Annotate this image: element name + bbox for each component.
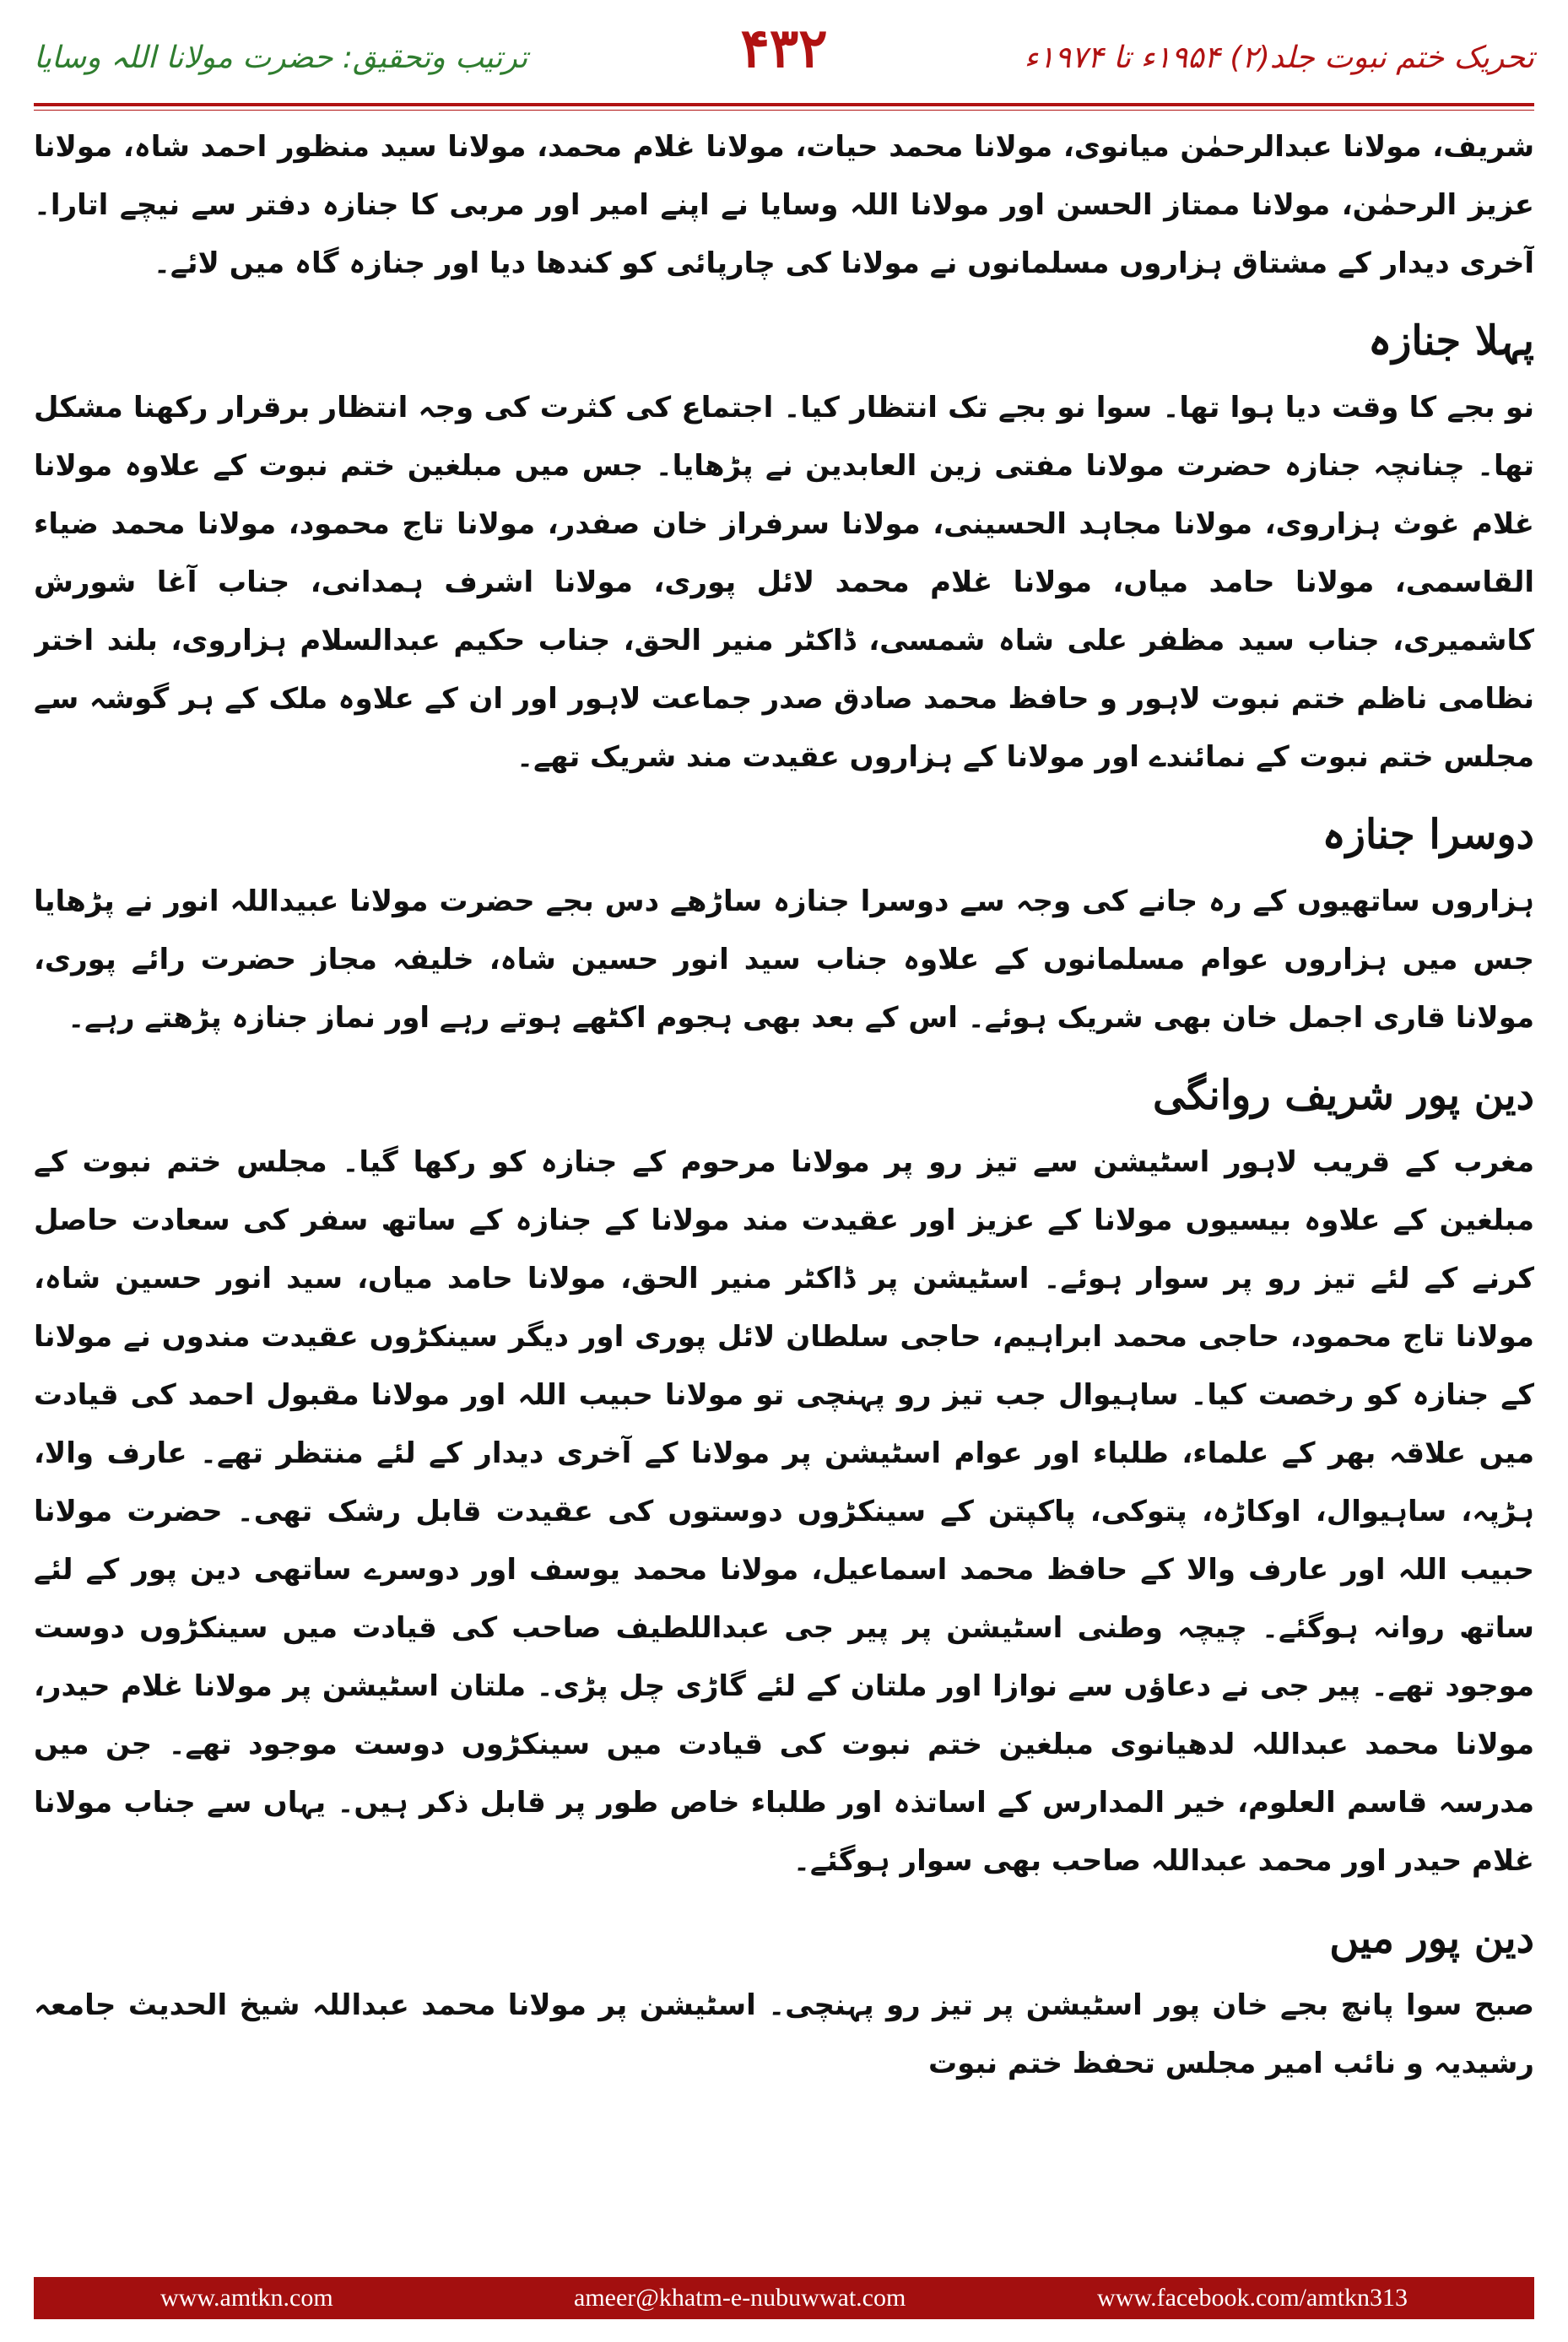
intro-paragraph: شریف، مولانا عبدالرحمٰن میانوی، مولانا محمد حیات، مولانا غلام محمد، مولانا سید منظور احمد شاہ، مولانا عزیز الرحمٰن، مولانا ممتاز الحسن اور مولانا اللہ وسایا نے اپنے امیر اور مربی کا جنازہ دفتر سے نیچے اتارا۔ آخری دیدار کے مشتاق ہزاروں مسلمانوں نے مولانا کی چارپائی کو کندھا دیا اور جنازہ گاہ میں لائے۔ (34, 130, 1534, 280)
header-book-title: تحریک ختم نبوت جلد(۲) ۱۹۵۴ء تا ۱۹۷۴ء (1024, 41, 1534, 75)
header-divider-thin (34, 110, 1534, 111)
header-compiler: ترتیب وتحقیق: حضرت مولانا اللہ وسایا (34, 41, 528, 75)
footer-website-link[interactable]: www.amtkn.com (160, 2284, 333, 2312)
section-paragraph-deenpur: صبح سوا پانچ بجے خان پور اسٹیشن پر تیز رو پہنچی۔ اسٹیشن پر مولانا محمد عبداللہ شیخ الحدیث جامعہ رشیدیہ و نائب امیر مجلس تحفظ ختم نبوت (34, 1988, 1534, 2080)
section-heading-departure: دین پور شریف روانگی (1152, 1072, 1534, 1119)
footer-facebook-link[interactable]: www.facebook.com/amtkn313 (1097, 2284, 1408, 2312)
page-body (34, 118, 1534, 2237)
footer-email-link[interactable]: ameer@khatm-e-nubuwwat.com (574, 2284, 906, 2312)
section-heading-second-funeral: دوسرا جنازہ (1322, 811, 1534, 858)
header-divider (34, 103, 1534, 106)
section-paragraph-first-funeral: نو بجے کا وقت دیا ہوا تھا۔ سوا نو بجے تک انتظار کیا۔ اجتماع کی کثرت کی وجہ انتظار برقرار رکھنا مشکل تھا۔ چنانچہ جنازہ حضرت مولانا مفتی زین العابدین نے پڑھایا۔ جس میں مبلغین ختم نبوت کے علاوہ مولانا غلام غوث ہزاروی، مولانا مجاہد الحسینی، مولانا سرفراز خان صفدر، مولانا تاج محمود، مولانا محمد ضیاء القاسمی، مولانا حامد میاں، مولانا غلام محمد لائل پوری، مولانا اشرف ہمدانی، جناب آغا شورش کاشمیری، جناب سید مظفر علی شاہ شمسی، ڈاکٹر منیر الحق، جناب حکیم عبدالسلام ہزاروی، بلند اختر نظامی ناظم ختم نبوت لاہور و حافظ محمد صادق صدر جماعت لاہور اور ان کے علاوہ ملک کے ہر گوشہ سے مجلس ختم نبوت کے نمائندے اور مولانا کے ہزاروں عقیدت مند شریک تھے۔ (34, 391, 1534, 774)
section-paragraph-second-funeral: ہزاروں ساتھیوں کے رہ جانے کی وجہ سے دوسرا جنازہ ساڑھے دس بجے حضرت مولانا عبیداللہ انور نے پڑھایا جس میں ہزاروں عوام مسلمانوں کے علاوہ جناب سید انور حسین شاہ، خلیفہ مجاز حضرت رائے پوری، مولانا قاری اجمل خان بھی شریک ہوئے۔ اس کے بعد بھی ہجوم اکٹھے ہوتے رہے اور نماز جنازہ پڑھتے رہے۔ (34, 884, 1534, 1035)
page-header (34, 17, 1534, 101)
section-paragraph-departure: مغرب کے قریب لاہور اسٹیشن سے تیز رو پر مولانا مرحوم کے جنازہ کو رکھا گیا۔ مجلس ختم نبوت کے مبلغین کے علاوہ بیسیوں مولانا کے عزیز اور عقیدت مند مولانا کے جنازہ کے ساتھ سفر کی سعادت حاصل کرنے کے لئے تیز رو پر سوار ہوئے۔ اسٹیشن پر ڈاکٹر منیر الحق، مولانا حامد میاں، سید انور حسین شاہ، مولانا تاج محمود، حاجی محمد ابراہیم، حاجی سلطان لائل پوری اور دیگر سینکڑوں عقیدت مندوں نے مولانا کے جنازہ کو رخصت کیا۔ ساہیوال جب تیز رو پہنچی تو مولانا حبیب اللہ اور مولانا مقبول احمد کی قیادت میں علاقہ بھر کے علماء، طلباء اور عوام اسٹیشن پر مولانا کے آخری دیدار کے لئے منتظر تھے۔ عارف والا، ہڑپہ، ساہیوال، اوکاڑہ، پتوکی، پاکپتن کے سینکڑوں دوستوں کی عقیدت قابل رشک تھی۔ حضرت مولانا حبیب اللہ اور عارف والا کے حافظ محمد اسماعیل، مولانا محمد یوسف اور دوسرے ساتھی دین پور کے لئے ساتھ روانہ ہوگئے۔ چیچہ وطنی اسٹیشن پر پیر جی عبداللطیف صاحب کی قیادت میں سینکڑوں دوست موجود تھے۔ پیر جی نے دعاؤں سے نوازا اور ملتان کے لئے گاڑی چل پڑی۔ ملتان اسٹیشن پر مولانا غلام حیدر، مولانا محمد عبداللہ لدھیانوی مبلغین ختم نبوت کی قیادت میں سینکڑوں دوست موجود تھے۔ جن میں مدرسہ قاسم العلوم، خیر المدارس کے اساتذہ اور طلباء خاص طور پر قابل ذکر ہیں۔ یہاں سے جناب مولانا غلام حیدر اور محمد عبداللہ صاحب بھی سوار ہوگئے۔ (34, 1145, 1534, 1878)
page-footer (34, 2277, 1534, 2319)
section-heading-deenpur: دین پور میں (1329, 1915, 1534, 1962)
section-heading-first-funeral: پہلا جنازہ (1368, 317, 1534, 365)
page-number: ۴۳۲ (740, 17, 828, 80)
